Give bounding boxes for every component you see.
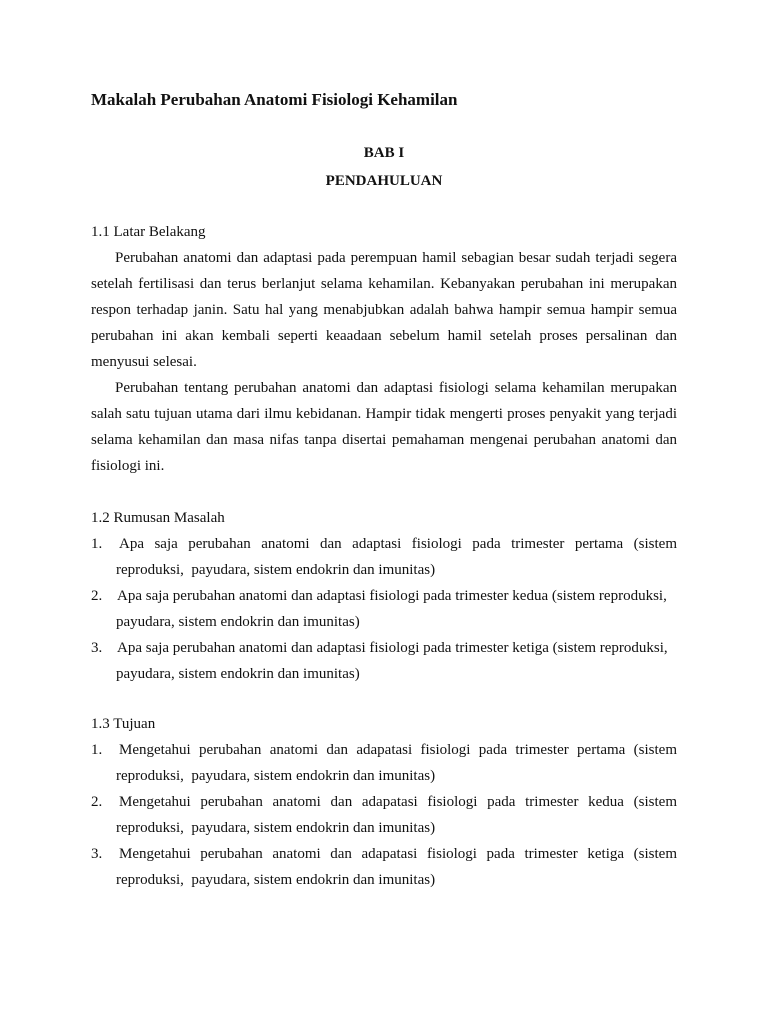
list-item-line: Apa saja perubahan anatomi dan adaptasi fisiologi pada trimester kedua (sistem reproduksi, <box>117 588 667 604</box>
paragraph-line: fisiologi ini. <box>91 458 165 474</box>
paragraph-line: menyusui selesai. <box>91 354 197 370</box>
list-item-line: payudara, sistem endokrin dan imunitas) <box>116 614 360 630</box>
paragraph-line: setelah fertilisasi dan terus berlanjut selama kehamilan. Kebanyakan perubahan ini merupakan <box>91 276 677 292</box>
paragraph-line: salah satu tujuan utama dari ilmu kebidanan. Hampir tidak mengerti proses penyakit yang terjadi <box>91 406 677 422</box>
chapter-heading <box>91 139 677 195</box>
list-item-line: Apa saja perubahan anatomi dan adaptasi fisiologi pada trimester pertama (sistem <box>119 536 677 552</box>
list-item-line: reproduksi, payudara, sistem endokrin dan imunitas) <box>116 562 436 578</box>
section-rumusan-masalah <box>91 505 677 687</box>
list-item-line: Mengetahui perubahan anatomi dan adapatasi fisiologi pada trimester ketiga (sistem <box>119 846 677 862</box>
list-number: 2. <box>91 588 103 604</box>
list-item-line: Apa saja perubahan anatomi dan adaptasi fisiologi pada trimester ketiga (sistem reproduksi, <box>117 640 668 656</box>
list-item <box>91 737 677 789</box>
document-title: Makalah Perubahan Anatomi Fisiologi Kehamilan <box>91 90 458 109</box>
paragraph-line: respon terhadap janin. Satu hal yang menabjubkan adalah bahwa hampir semua hampir semua <box>91 302 677 318</box>
list-item-line: reproduksi, payudara, sistem endokrin dan imunitas) <box>116 820 436 836</box>
section-heading: 1.3 Tujuan <box>91 716 156 732</box>
paragraph <box>91 245 677 375</box>
list-number: 1. <box>91 536 103 552</box>
list-item <box>91 841 677 893</box>
list-item <box>91 635 677 687</box>
paragraph-line: Perubahan anatomi dan adaptasi pada perempuan hamil sebagian besar sudah terjadi segera <box>115 250 677 266</box>
section-latar-belakang <box>91 219 677 479</box>
paragraph-line: Perubahan tentang perubahan anatomi dan adaptasi fisiologi selama kehamilan merupakan <box>115 380 677 396</box>
list-item-line: payudara, sistem endokrin dan imunitas) <box>116 666 360 682</box>
list-number: 1. <box>91 742 103 758</box>
section-tujuan <box>91 711 677 893</box>
list-item-line: reproduksi, payudara, sistem endokrin dan imunitas) <box>116 768 436 784</box>
chapter-number: BAB I <box>363 145 405 161</box>
list-item-line: reproduksi, payudara, sistem endokrin dan imunitas) <box>116 872 436 888</box>
list-item <box>91 789 677 841</box>
list-number: 3. <box>91 846 103 862</box>
list-item <box>91 531 677 583</box>
paragraph-line: selama kehamilan dan masa nifas tanpa disertai pemahaman mengenai perubahan anatomi dan <box>91 432 677 448</box>
list-item-line: Mengetahui perubahan anatomi dan adapatasi fisiologi pada trimester kedua (sistem <box>119 794 677 810</box>
list-item-line: Mengetahui perubahan anatomi dan adapatasi fisiologi pada trimester pertama (sistem <box>119 742 677 758</box>
section-heading: 1.2 Rumusan Masalah <box>91 510 225 526</box>
paragraph-line: perubahan ini akan kembali seperti keaadaan sebelum hamil setelah proses persalinan dan <box>91 328 677 344</box>
chapter-title: PENDAHULUAN <box>325 173 443 189</box>
paragraph <box>91 375 677 479</box>
section-heading: 1.1 Latar Belakang <box>91 224 206 240</box>
list-item <box>91 583 677 635</box>
list-number: 2. <box>91 794 103 810</box>
list-number: 3. <box>91 640 103 656</box>
